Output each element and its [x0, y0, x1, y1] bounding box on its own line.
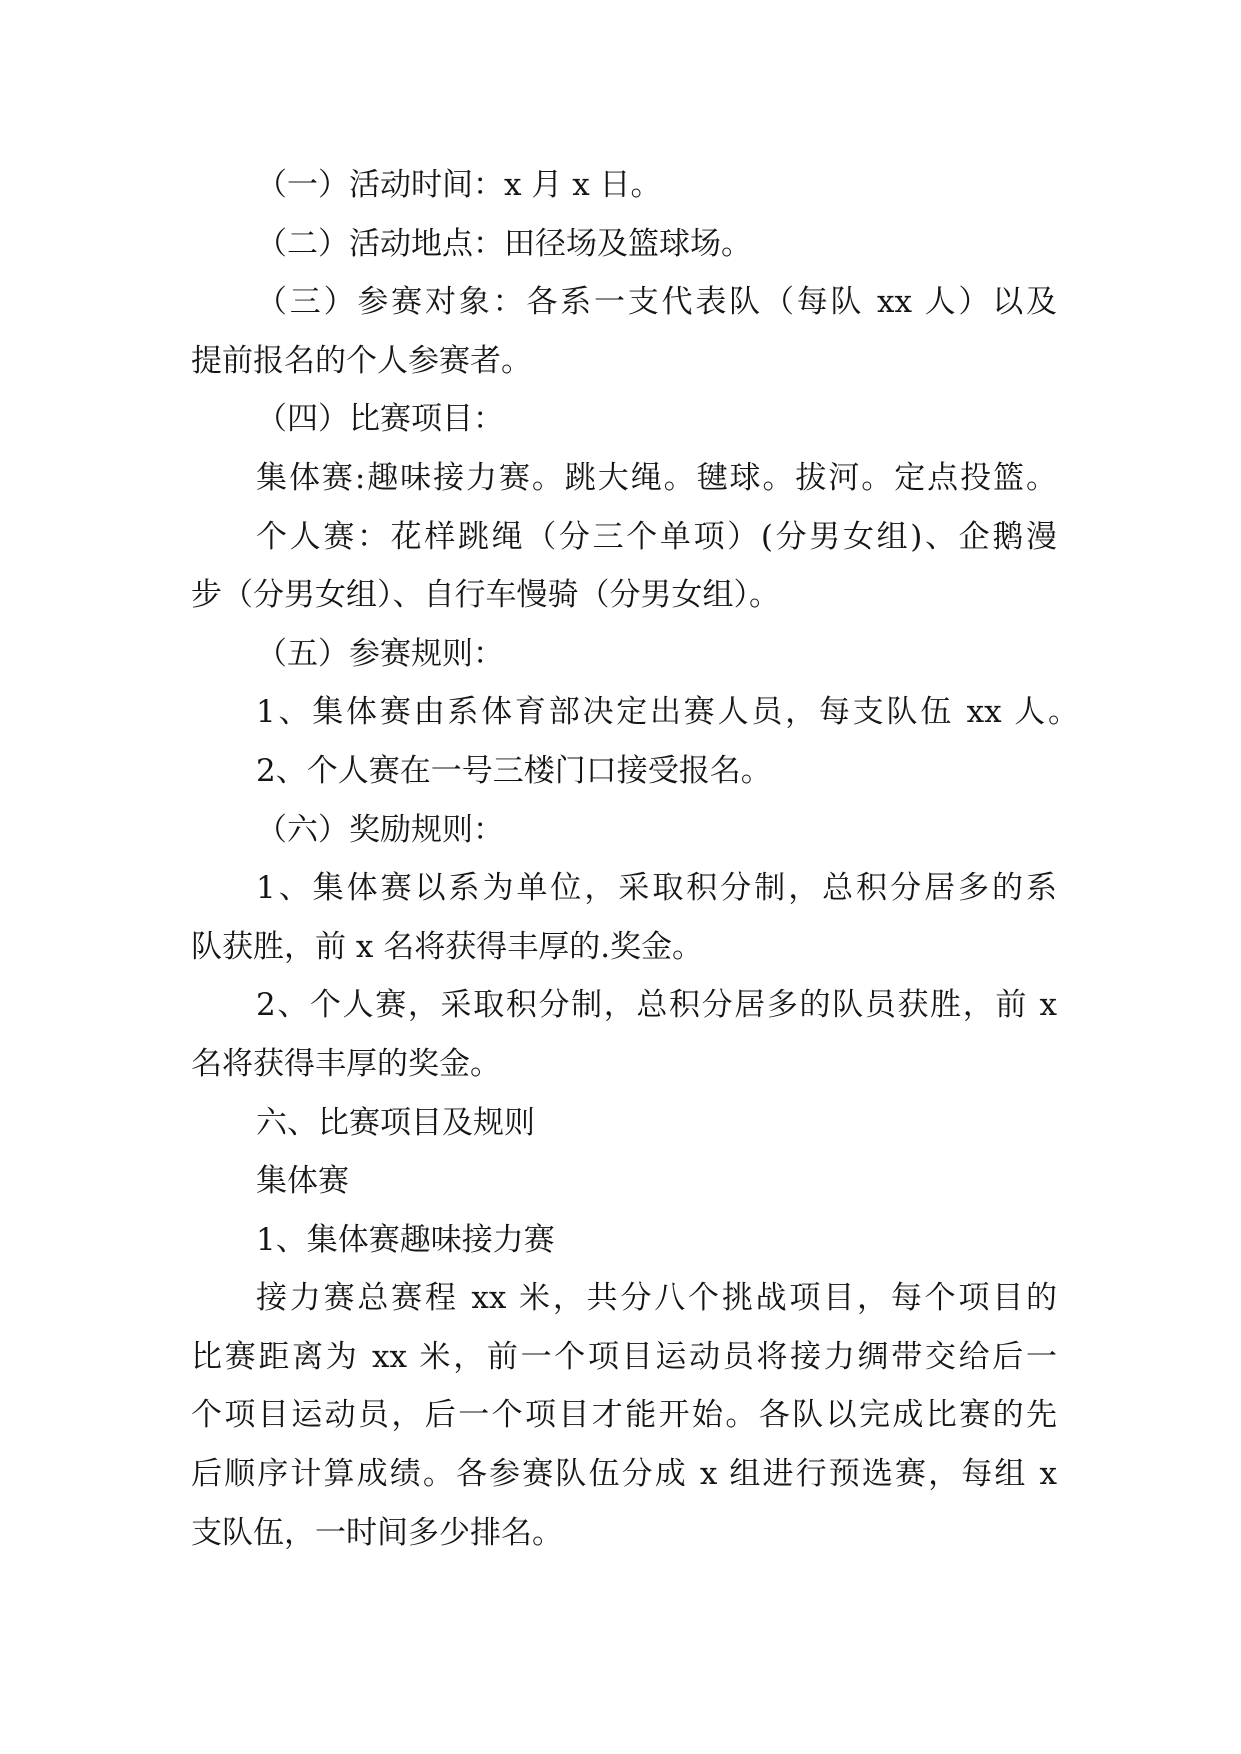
paragraph-team-events: [191, 449, 1057, 508]
paragraph-awards-heading: [191, 801, 1057, 860]
text-line: 比赛距离为 xx 米，前一个项目运动员将接力绸带交给后一: [191, 1338, 1057, 1375]
text-line: 1、集体赛以系为单位，采取积分制，总积分居多的系: [256, 870, 1057, 907]
paragraph-individual-events: [191, 508, 1057, 625]
text-line: 六、比赛项目及规则: [256, 1104, 535, 1141]
text-line: 队获胜，前 x 名将获得丰厚的.奖金。: [191, 928, 704, 965]
paragraph-participants: [191, 273, 1057, 390]
text-line: （五）参赛规则：: [256, 635, 504, 672]
text-line: （二）活动地点：田径场及篮球场。: [256, 225, 752, 262]
text-line: 集体赛: [256, 1163, 349, 1200]
text-line: 步（分男女组）、自行车慢骑（分男女组）。: [191, 577, 780, 614]
text-line: 集体赛:趣味接力赛。跳大绳。毽球。拔河。定点投篮。: [256, 459, 1057, 496]
paragraph-rules-heading: [191, 625, 1057, 684]
paragraph-relay-description: [191, 1269, 1057, 1562]
paragraph-activity-time: [191, 156, 1057, 215]
subsection-heading: [191, 1152, 1057, 1211]
paragraph-events-heading: [191, 390, 1057, 449]
text-line: 2、个人赛，采取积分制，总积分居多的队员获胜，前 x: [256, 987, 1057, 1024]
text-line: 2、个人赛在一号三楼门口接受报名。: [256, 752, 772, 789]
text-line: 1、集体赛由系体育部决定出赛人员，每支队伍 xx 人。: [256, 694, 1079, 731]
item-heading: [191, 1211, 1057, 1270]
text-line: （三）参赛对象：各系一支代表队（每队 xx 人）以及: [256, 284, 1057, 321]
text-line: （四）比赛项目：: [256, 401, 504, 438]
text-line: 后顺序计算成绩。各参赛队伍分成 x 组进行预选赛，每组 x: [191, 1456, 1057, 1493]
text-line: 提前报名的个人参赛者。: [191, 342, 532, 379]
section-heading: [191, 1094, 1057, 1153]
paragraph-activity-location: [191, 215, 1057, 274]
text-line: 名将获得丰厚的奖金。: [191, 1045, 501, 1082]
text-line: 接力赛总赛程 xx 米，共分八个挑战项目，每个项目的: [256, 1280, 1057, 1317]
paragraph-award-2: [191, 976, 1057, 1093]
text-line: 个项目运动员，后一个项目才能开始。各队以完成比赛的先: [191, 1397, 1057, 1434]
paragraph-rule-2: [191, 742, 1057, 801]
paragraph-award-1: [191, 859, 1057, 976]
text-line: 支队伍，一时间多少排名。: [191, 1514, 563, 1551]
text-line: 个人赛：花样跳绳（分三个单项）(分男女组)、企鹅漫: [256, 518, 1057, 555]
document-body: [191, 156, 1079, 1562]
text-line: （一）活动时间：x 月 x 日。: [256, 167, 662, 203]
paragraph-rule-1: [191, 683, 1079, 742]
text-line: 1、集体赛趣味接力赛: [256, 1221, 555, 1258]
text-line: （六）奖励规则：: [256, 811, 504, 848]
